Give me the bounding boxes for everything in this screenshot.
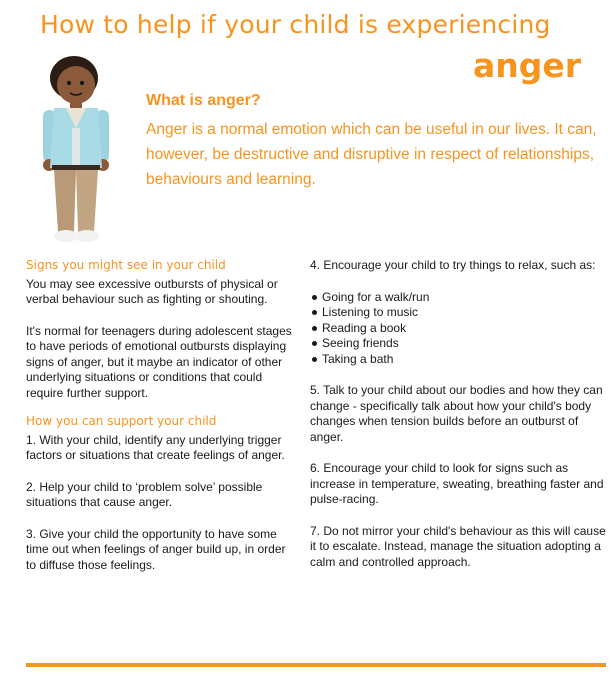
intro-heading: What is anger? [146, 92, 261, 109]
bottom-divider [26, 663, 606, 667]
relax-list [310, 290, 606, 368]
playmobil-woman-figure-icon [26, 50, 126, 250]
right-column [310, 258, 606, 570]
page-title: How to help if your child is experiencing [40, 10, 551, 39]
signs-paragraph: You may see excessive outbursts of physical or verbal behaviour such as fighting or shouting. [26, 276, 278, 306]
support-item: 2. Help your child to ‘problem solve’ possible situations that cause anger. [26, 479, 263, 509]
support-item: 4. Encourage your child to try things to relax, such as: [310, 258, 596, 272]
support-item: 6. Encourage your child to look for signs such as increase in temperature, sweating, breathing faster and pulse-racing. [310, 461, 604, 506]
signs-paragraph: It's normal for teenagers during adolescent stages to have periods of emotional outbursts displaying signs of anger, but it maybe an indicator of other underlying situations or conditions that could require further support. [26, 323, 292, 400]
support-item: 1. With your child, identify any underlying trigger factors or situations that create feelings of anger. [26, 432, 285, 462]
left-column [26, 258, 298, 573]
support-item: 5. Talk to your child about our bodies and how they can change - specifically talk about how your child's body changes when tension builds before an outburst of anger. [310, 383, 603, 444]
list-item: Listening to music [310, 305, 606, 321]
list-item: Taking a bath [310, 352, 606, 368]
list-item: Going for a walk/run [310, 290, 606, 306]
support-heading: How you can support your child [26, 414, 217, 428]
support-item: 3. Give your child the opportunity to have some time out when feelings of anger build up, in order to diffuse those feelings. [26, 526, 286, 572]
list-item: Reading a book [310, 321, 606, 337]
signs-heading: Signs you might see in your child [26, 258, 226, 272]
intro-text: Anger is a normal emotion which can be useful in our lives. It can, however, be destructive and disruptive in respect of relationships, behaviours and learning. [146, 121, 597, 188]
support-item: 7. Do not mirror your child's behaviour as this will cause it to escalate. Instead, manage the situation adopting a calm and controlled approach. [310, 523, 606, 569]
list-item: Seeing friends [310, 336, 606, 352]
page-title-emphasis: anger [472, 46, 581, 85]
